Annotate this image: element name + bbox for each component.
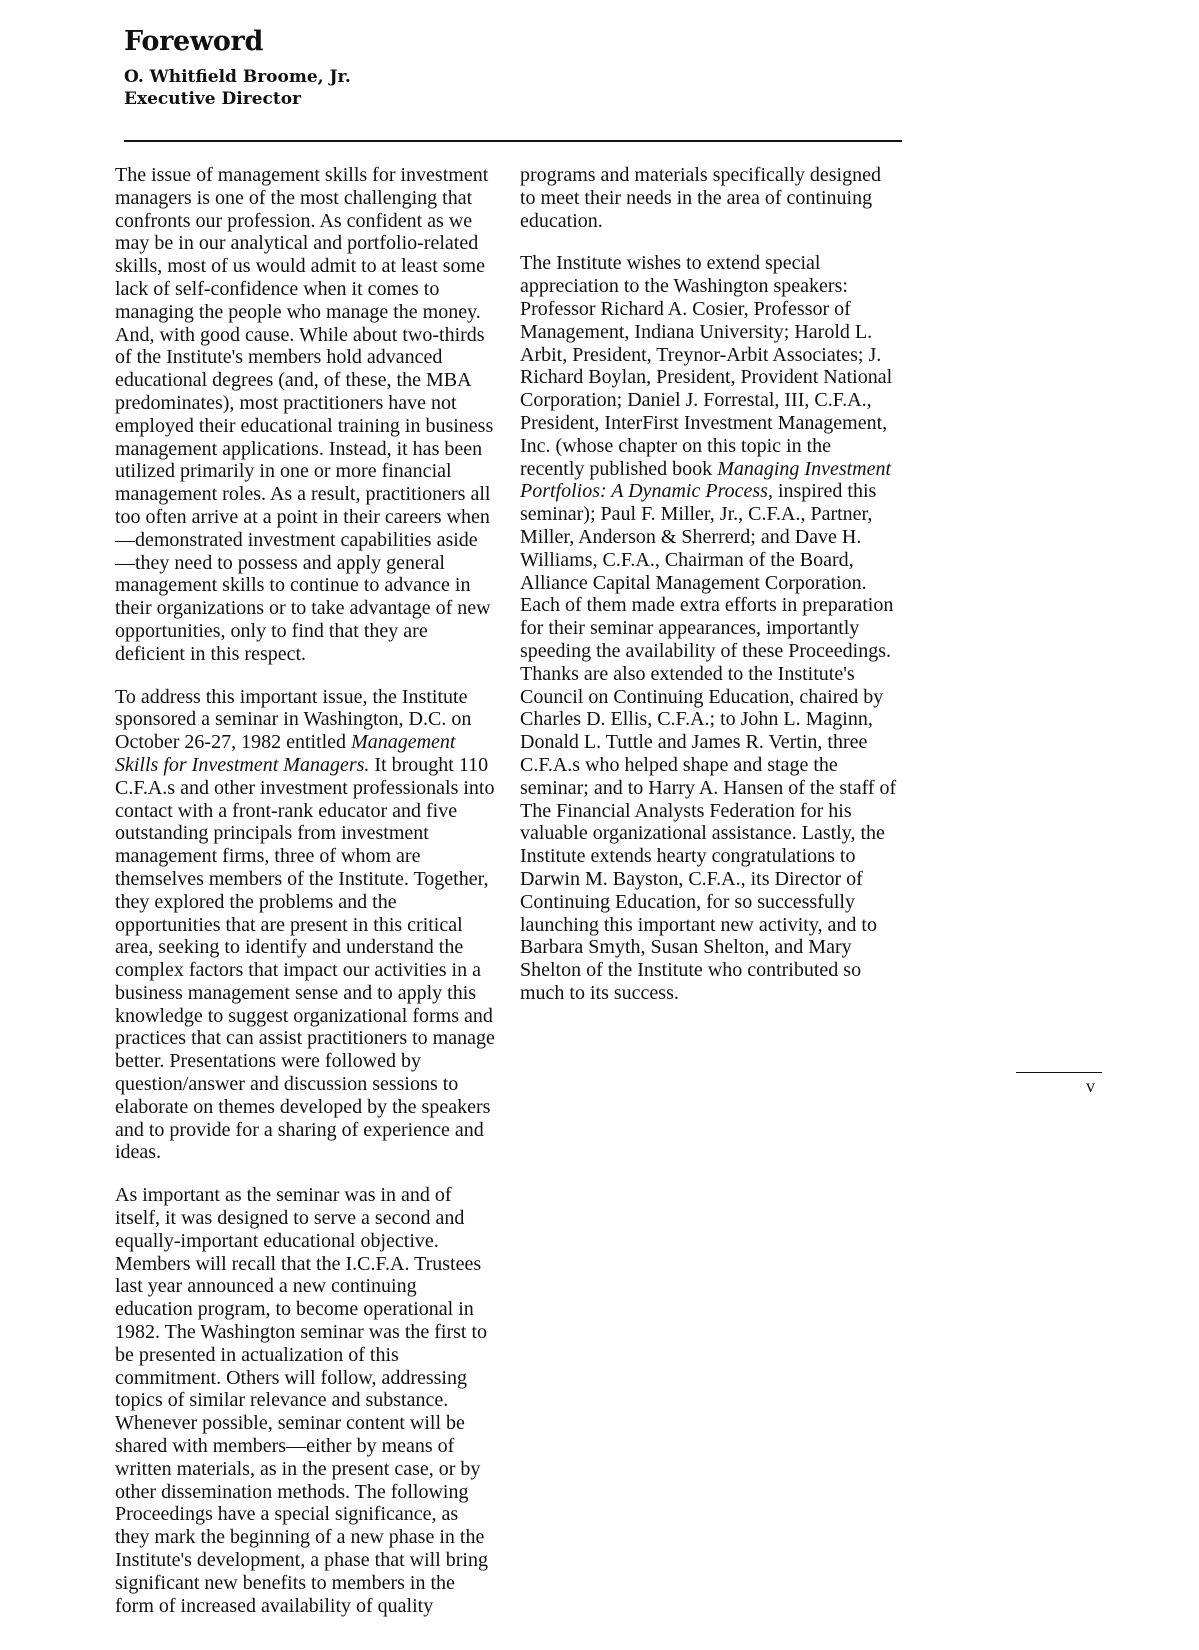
page-title: Foreword	[124, 26, 264, 57]
p2-text-a: To address this important issue, the Institute sponsored a seminar in Washington, D.C. on October 26-27, 1982 entitled	[115, 685, 472, 754]
page-number: v	[1086, 1076, 1095, 1096]
author-block	[124, 66, 351, 110]
paragraph-4	[520, 252, 900, 1004]
p4-book-title: Managing Investment Portfolios: A Dynamic Process,	[520, 457, 892, 503]
text-column-left	[115, 164, 495, 1637]
text-column-right	[520, 164, 900, 1025]
header-rule	[124, 140, 902, 142]
page-number-rule	[1016, 1072, 1102, 1073]
p4-text-a: The Institute wishes to extend special appreciation to the Washington speakers: Professor Richard A. Cosier, Professor of Management, Indiana University; Harold L. Arbit, President, Treynor-Arbit Associates; J. Richard Boylan, President, Provident National Corporation; Daniel J. Forrestal, III, C.F.A., President, InterFirst Investment Management, Inc. (whose chapter on this topic in the recently published book	[520, 252, 893, 480]
author-title: Executive Director	[124, 89, 302, 109]
paragraph-3: As important as the seminar was in and of itself, it was designed to serve a second and equally-important educational objective. Members will recall that the I.C.F.A. Trustees last year announced a new continuing education program, to become operational in 1982. The Washington seminar was the first to be presented in actualization of this commitment. Others will follow, addressing topics of similar relevance and substance. Whenever possible, seminar content will be shared with members—either by means of written materials, as in the present case, or by other dissemination methods. The following Proceedings have a special significance, as they mark the beginning of a new phase in the Institute's development, a phase that will bring significant new benefits to members in the form of increased availability of quality	[115, 1184, 488, 1617]
paragraph-3-cont: programs and materials specifically designed to meet their needs in the area of continuing education.	[520, 164, 881, 232]
paragraph-2	[115, 686, 495, 1165]
author-name: O. Whitfield Broome, Jr.	[124, 67, 351, 87]
p2-text-b: It brought 110 C.F.A.s and other investment professionals into contact with a front-rank educator and five outstanding principals from investment management firms, three of whom are themselves members of the Institute. Together, they explored the problems and the opportunities that are present in this critical area, seeking to identify and understand the complex factors that impact our activities in a business management sense and to apply this knowledge to suggest organizational forms and practices that can assist practitioners to manage better. Presentations were followed by question/answer and discussion sessions to elaborate on themes developed by the speakers and to provide for a sharing of experience and ideas.	[115, 753, 495, 1164]
paragraph-1: The issue of management skills for investment managers is one of the most challenging that confronts our profession. As confident as we may be in our analytical and portfolio-related skills, most of us would admit to at least some lack of self-confidence when it comes to managing the people who manage the money. And, with good cause. While about two-thirds of the Institute's members hold advanced educational degrees (and, of these, the MBA predominates), most practitioners have not employed their educational training in business management applications. Instead, it has been utilized primarily in one or more financial management roles. As a result, practitioners all too often arrive at a point in their careers when—demonstrated investment capabilities aside—they need to possess and apply general management skills to continue to advance in their organizations or to take advantage of new opportunities, only to find that they are deficient in this respect.	[115, 164, 494, 665]
p2-book-title: Management Skills for Investment Managers.	[115, 731, 456, 776]
p4-text-b: inspired this seminar); Paul F. Miller, Jr., C.F.A., Partner, Miller, Anderson & Sherrerd; and Dave H. Williams, C.F.A., Chairman of the Board, Alliance Capital Management Corporation. Each of them made extra efforts in preparation for their seminar appearances, importantly speeding the availability of these Proceedings. Thanks are also extended to the Institute's Council on Continuing Education, chaired by Charles D. Ellis, C.F.A.; to John L. Maginn, Donald L. Tuttle and James R. Vertin, three C.F.A.s who helped shape and stage the seminar; and to Harry A. Hansen of the staff of The Financial Analysts Federation for his valuable organizational assistance. Lastly, the Institute extends hearty congratulations to Darwin M. Bayston, C.F.A., its Director of Continuing Education, for so successfully launching this important new activity, and to Barbara Smyth, Susan Shelton, and Mary Shelton of the Institute who contributed so much to its success.	[520, 480, 897, 1004]
